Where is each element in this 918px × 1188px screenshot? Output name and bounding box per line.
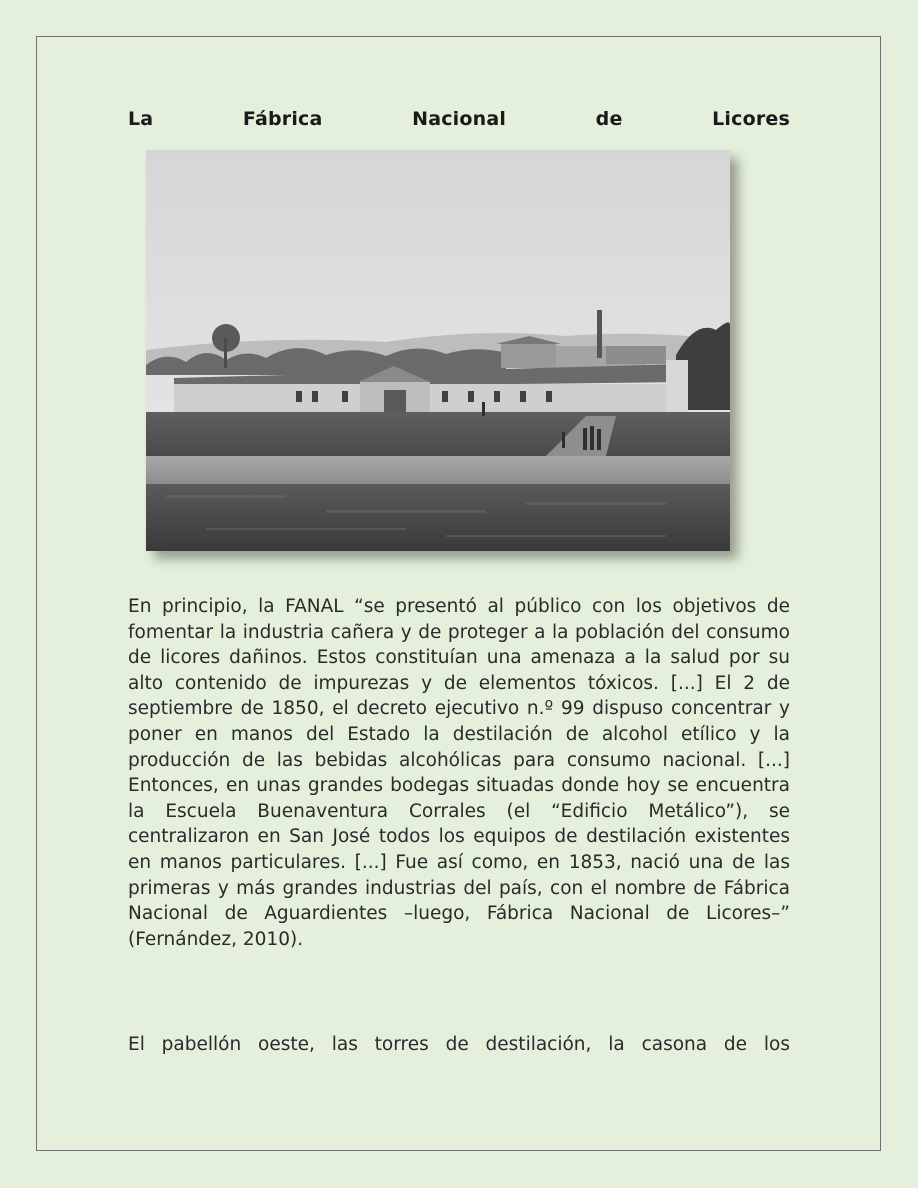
title-word: La bbox=[128, 108, 154, 130]
body-paragraph-1: En principio, la FANAL “se presentó al público con los objetivos de fomentar la industria cañera y de proteger a la población del consumo de licores dañinos. Estos constituían una amenaza a la salud por su alto contenido de impurezas y de elementos tóxicos. [...] El 2 de septiembre de 1850, el decreto ejecutivo n.º 99 dispuso concentrar y poner en manos del Estado la destilación de alcohol etílico y la producción de las bebidas alcohólicas para consumo nacional. [...] Entonces, en unas grandes bodegas situadas donde hoy se encuentra la Escuela Buenaventura Corrales (el “Edificio Metálico”), se centralizaron en San José todos los equipos de destilación existentes en manos particulares. [...] Fue así como, en 1853, nació una de las primeras y más grandes industrias del país, con el nombre de Fábrica Nacional de Aguardientes –luego, Fábrica Nacional de Licores–” (Fernández, 2010). bbox=[128, 596, 790, 950]
title-word: Nacional bbox=[412, 108, 507, 130]
title-word: Licores bbox=[712, 108, 790, 130]
title-word: de bbox=[595, 108, 623, 130]
title-word: Fábrica bbox=[242, 108, 323, 130]
body-paragraph-2: El pabellón oeste, las torres de destilación, la casona de los bbox=[128, 1034, 790, 1055]
factory-photo bbox=[146, 150, 730, 551]
page-title bbox=[128, 108, 790, 130]
